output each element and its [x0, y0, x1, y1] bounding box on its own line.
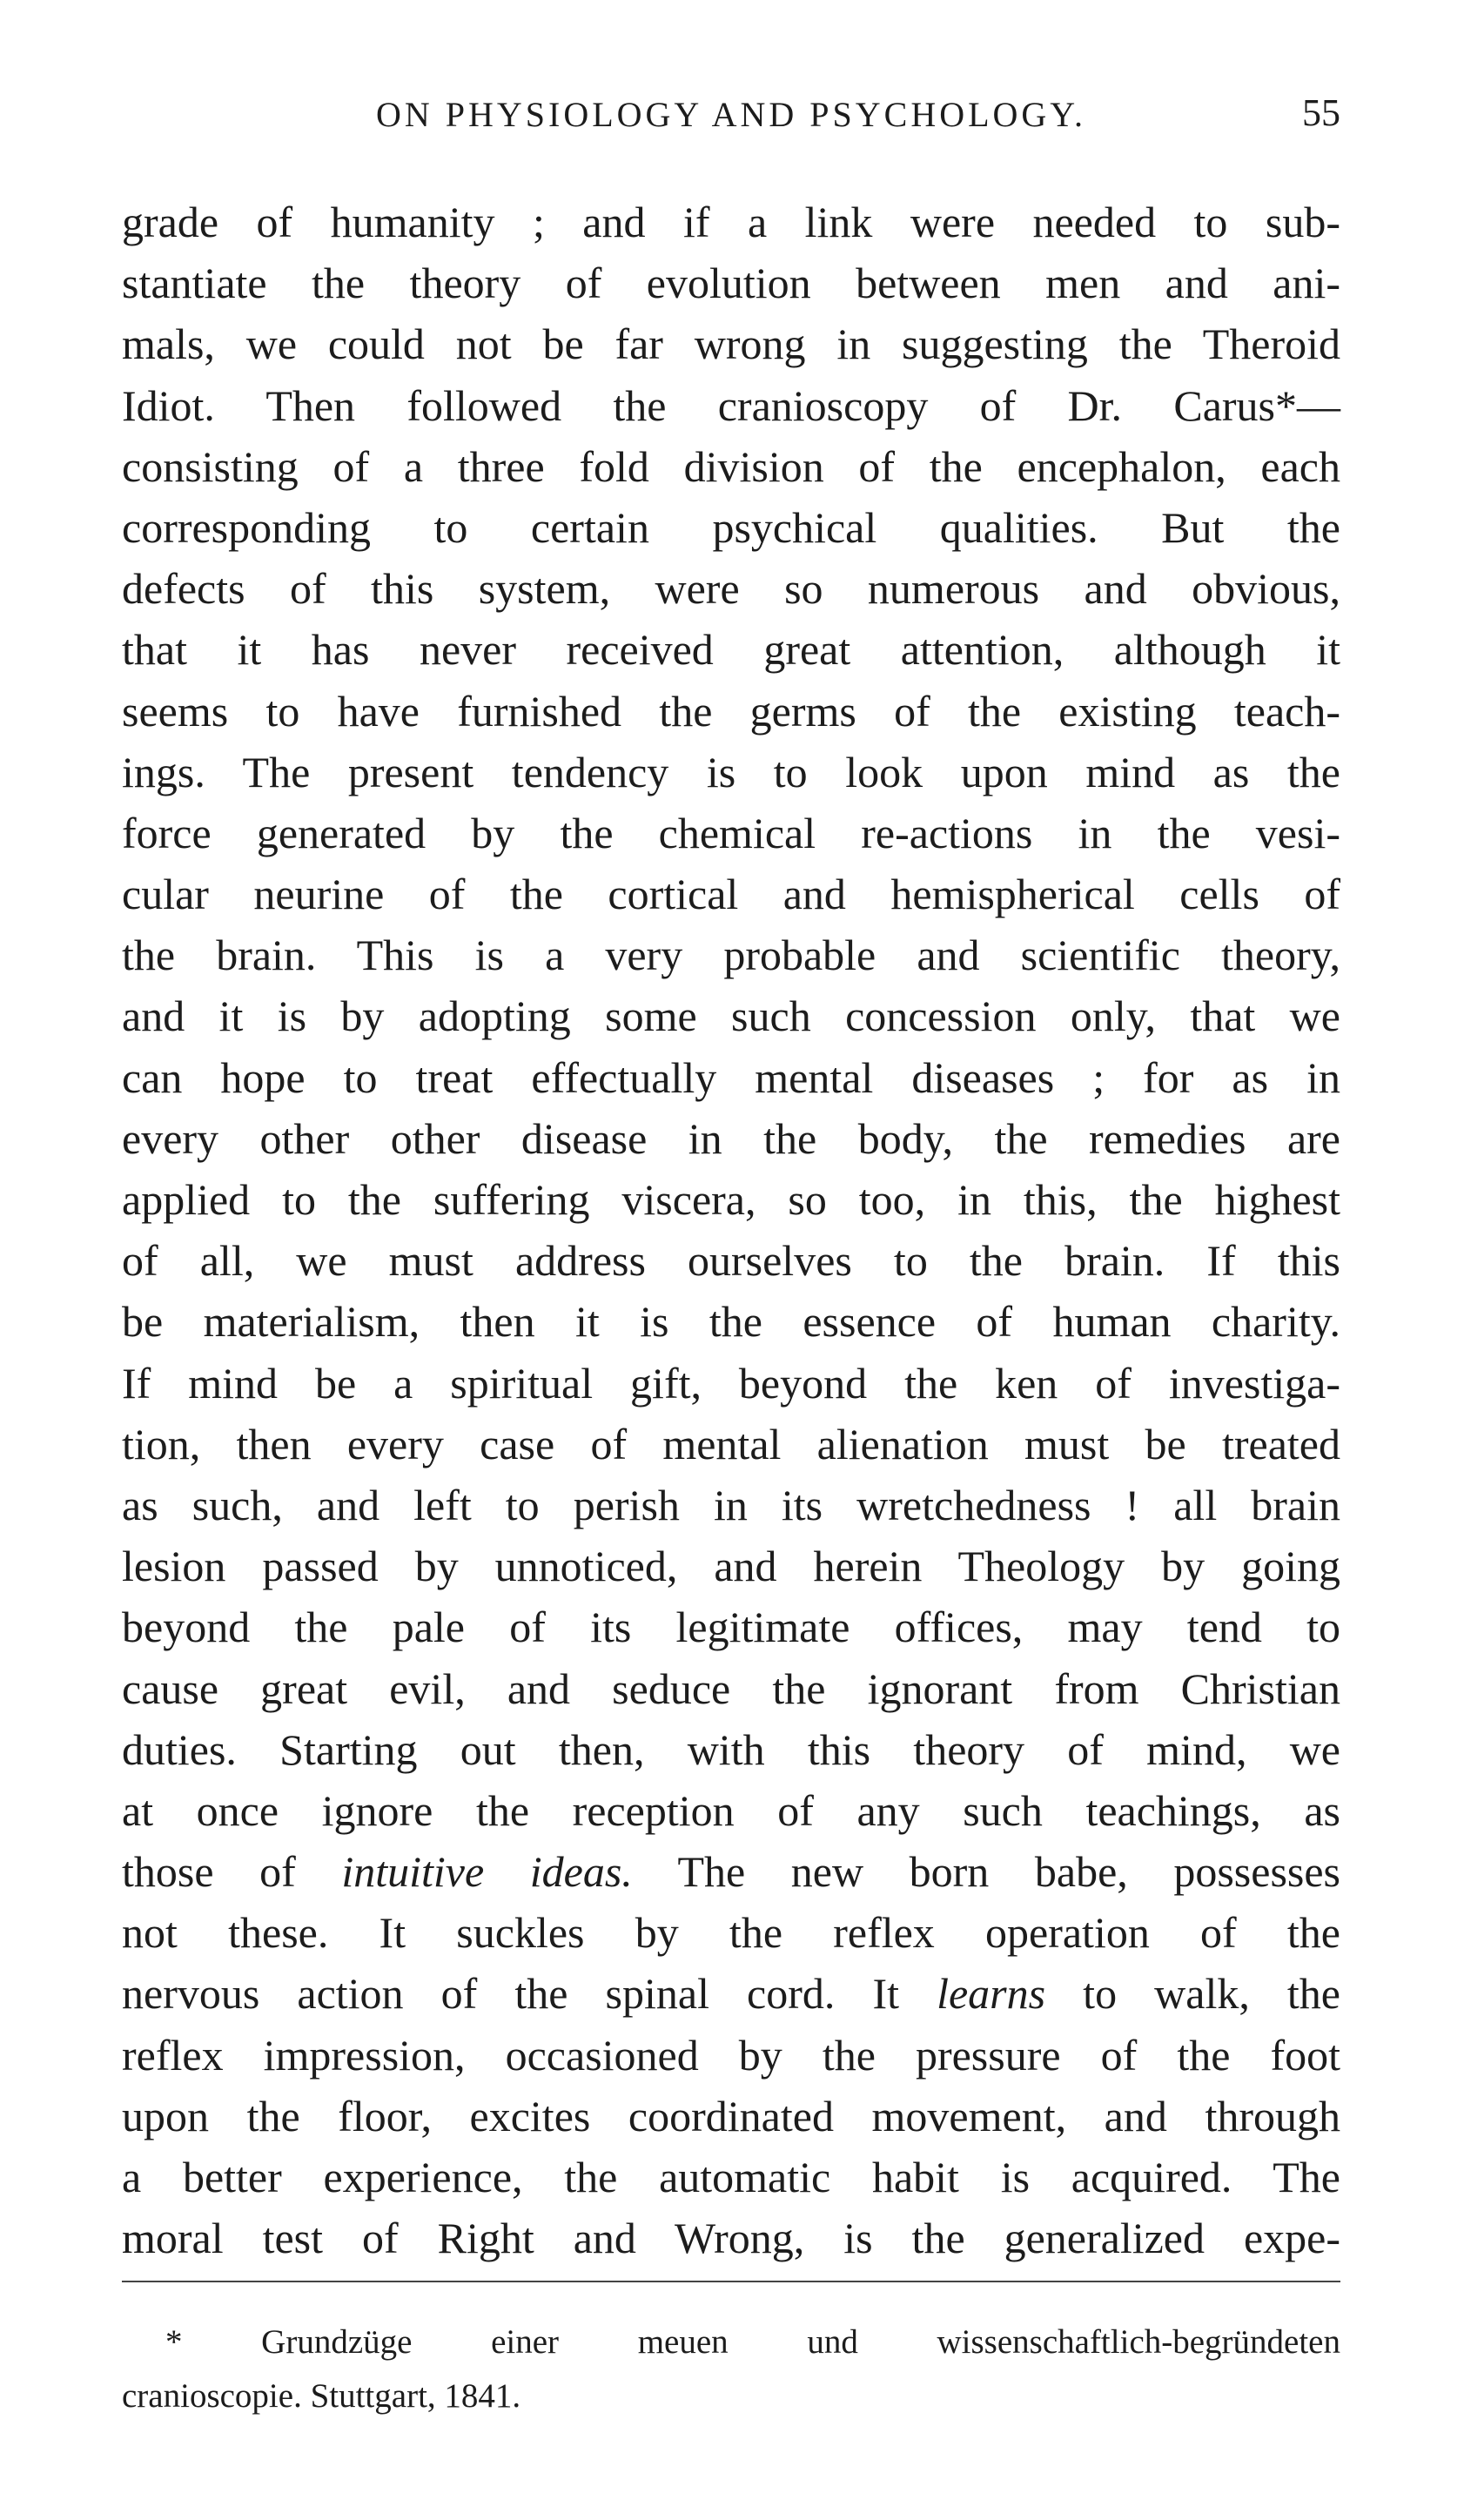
text-line: grade of humanity ; and if a link were needed to sub-	[122, 198, 1340, 246]
text-line: at once ignore the reception of any such teachings, as	[122, 1785, 1340, 1835]
text-line: corresponding to certain psychical qualities. But the	[122, 502, 1340, 552]
text-line: cause great evil, and seduce the ignorant from Christian	[122, 1663, 1340, 1713]
text-line: and it is by adopting some such concession only, that we	[122, 991, 1340, 1041]
page-header	[122, 91, 1340, 155]
text-line: lesion passed by unnoticed, and herein Theology by going	[122, 1542, 1340, 1591]
text-line: every other other disease in the body, the remedies are	[122, 1113, 1340, 1163]
footnote-line: cranioscopie. Stuttgart, 1841.	[122, 2377, 521, 2415]
text-line: ings. The present tendency is to look upon mind as the	[122, 747, 1340, 796]
text-line: nervous action of the spinal cord. It learns to walk, the	[122, 1969, 1341, 2019]
text-line: If mind be a spiritual gift, beyond the ken of investiga-	[122, 1358, 1340, 1408]
text-line: stantiate the theory of evolution between men and ani-	[122, 259, 1340, 308]
text-line: force generated by the chemical re-actions in the vesi-	[122, 808, 1340, 857]
running-head: ON PHYSIOLOGY AND PSYCHOLOGY.	[375, 95, 1087, 134]
text-line: consisting of a three fold division of the encephalon, each	[122, 441, 1340, 491]
body-text	[122, 192, 1340, 2268]
emphasis: learns	[937, 1969, 1046, 2019]
text-line: Idiot. Then followed the cranioscopy of Dr. Carus*—	[122, 380, 1340, 430]
footnote-rule	[122, 2281, 1340, 2282]
text-line: tion, then every case of mental alienation must be treated	[122, 1419, 1340, 1468]
text-line: be materialism, then it is the essence of human charity.	[122, 1297, 1340, 1347]
text-line: as such, and left to perish in its wretchedness ! all brain	[122, 1480, 1340, 1529]
text-line: can hope to treat effectually mental diseases ; for as in	[122, 1052, 1340, 1102]
text-line: duties. Starting out then, with this theory of mind, we	[122, 1724, 1340, 1774]
footnote-line: * Grundzüge einer meuen und wissenschaftlich-begründeten	[165, 2323, 1340, 2361]
text-line: not these. It suckles by the reflex operation of the	[122, 1908, 1340, 1958]
text-line: defects of this system, were so numerous and obvious,	[122, 564, 1340, 614]
footnote	[122, 2315, 1340, 2423]
text-line: cular neurine of the cortical and hemispherical cells of	[122, 870, 1340, 919]
page-number: 55	[1302, 91, 1340, 134]
text-line: that it has never received great attention, although it	[122, 625, 1340, 675]
text-line: mals, we could not be far wrong in suggesting the Theroid	[122, 319, 1340, 369]
text-line: the brain. This is a very probable and scientific theory,	[122, 931, 1340, 980]
text-line: moral test of Right and Wrong, is the generalized expe-	[122, 2214, 1340, 2263]
text-line: those of intuitive ideas. The new born babe, possesses	[122, 1847, 1341, 1897]
text-line: a better experience, the automatic habit is acquired. The	[122, 2153, 1340, 2201]
text-line: of all, we must address ourselves to the brain. If this	[122, 1236, 1340, 1286]
emphasis: intuitive ideas.	[341, 1847, 633, 1897]
text-line: applied to the suffering viscera, so too, in this, the highest	[122, 1175, 1340, 1224]
text-line: reflex impression, occasioned by the pressure of the foot	[122, 2030, 1340, 2080]
text-line: beyond the pale of its legitimate offices, may tend to	[122, 1603, 1340, 1652]
text-line: seems to have furnished the germs of the existing teach-	[122, 686, 1340, 736]
text-line: upon the floor, excites coordinated movement, and through	[122, 2091, 1340, 2140]
